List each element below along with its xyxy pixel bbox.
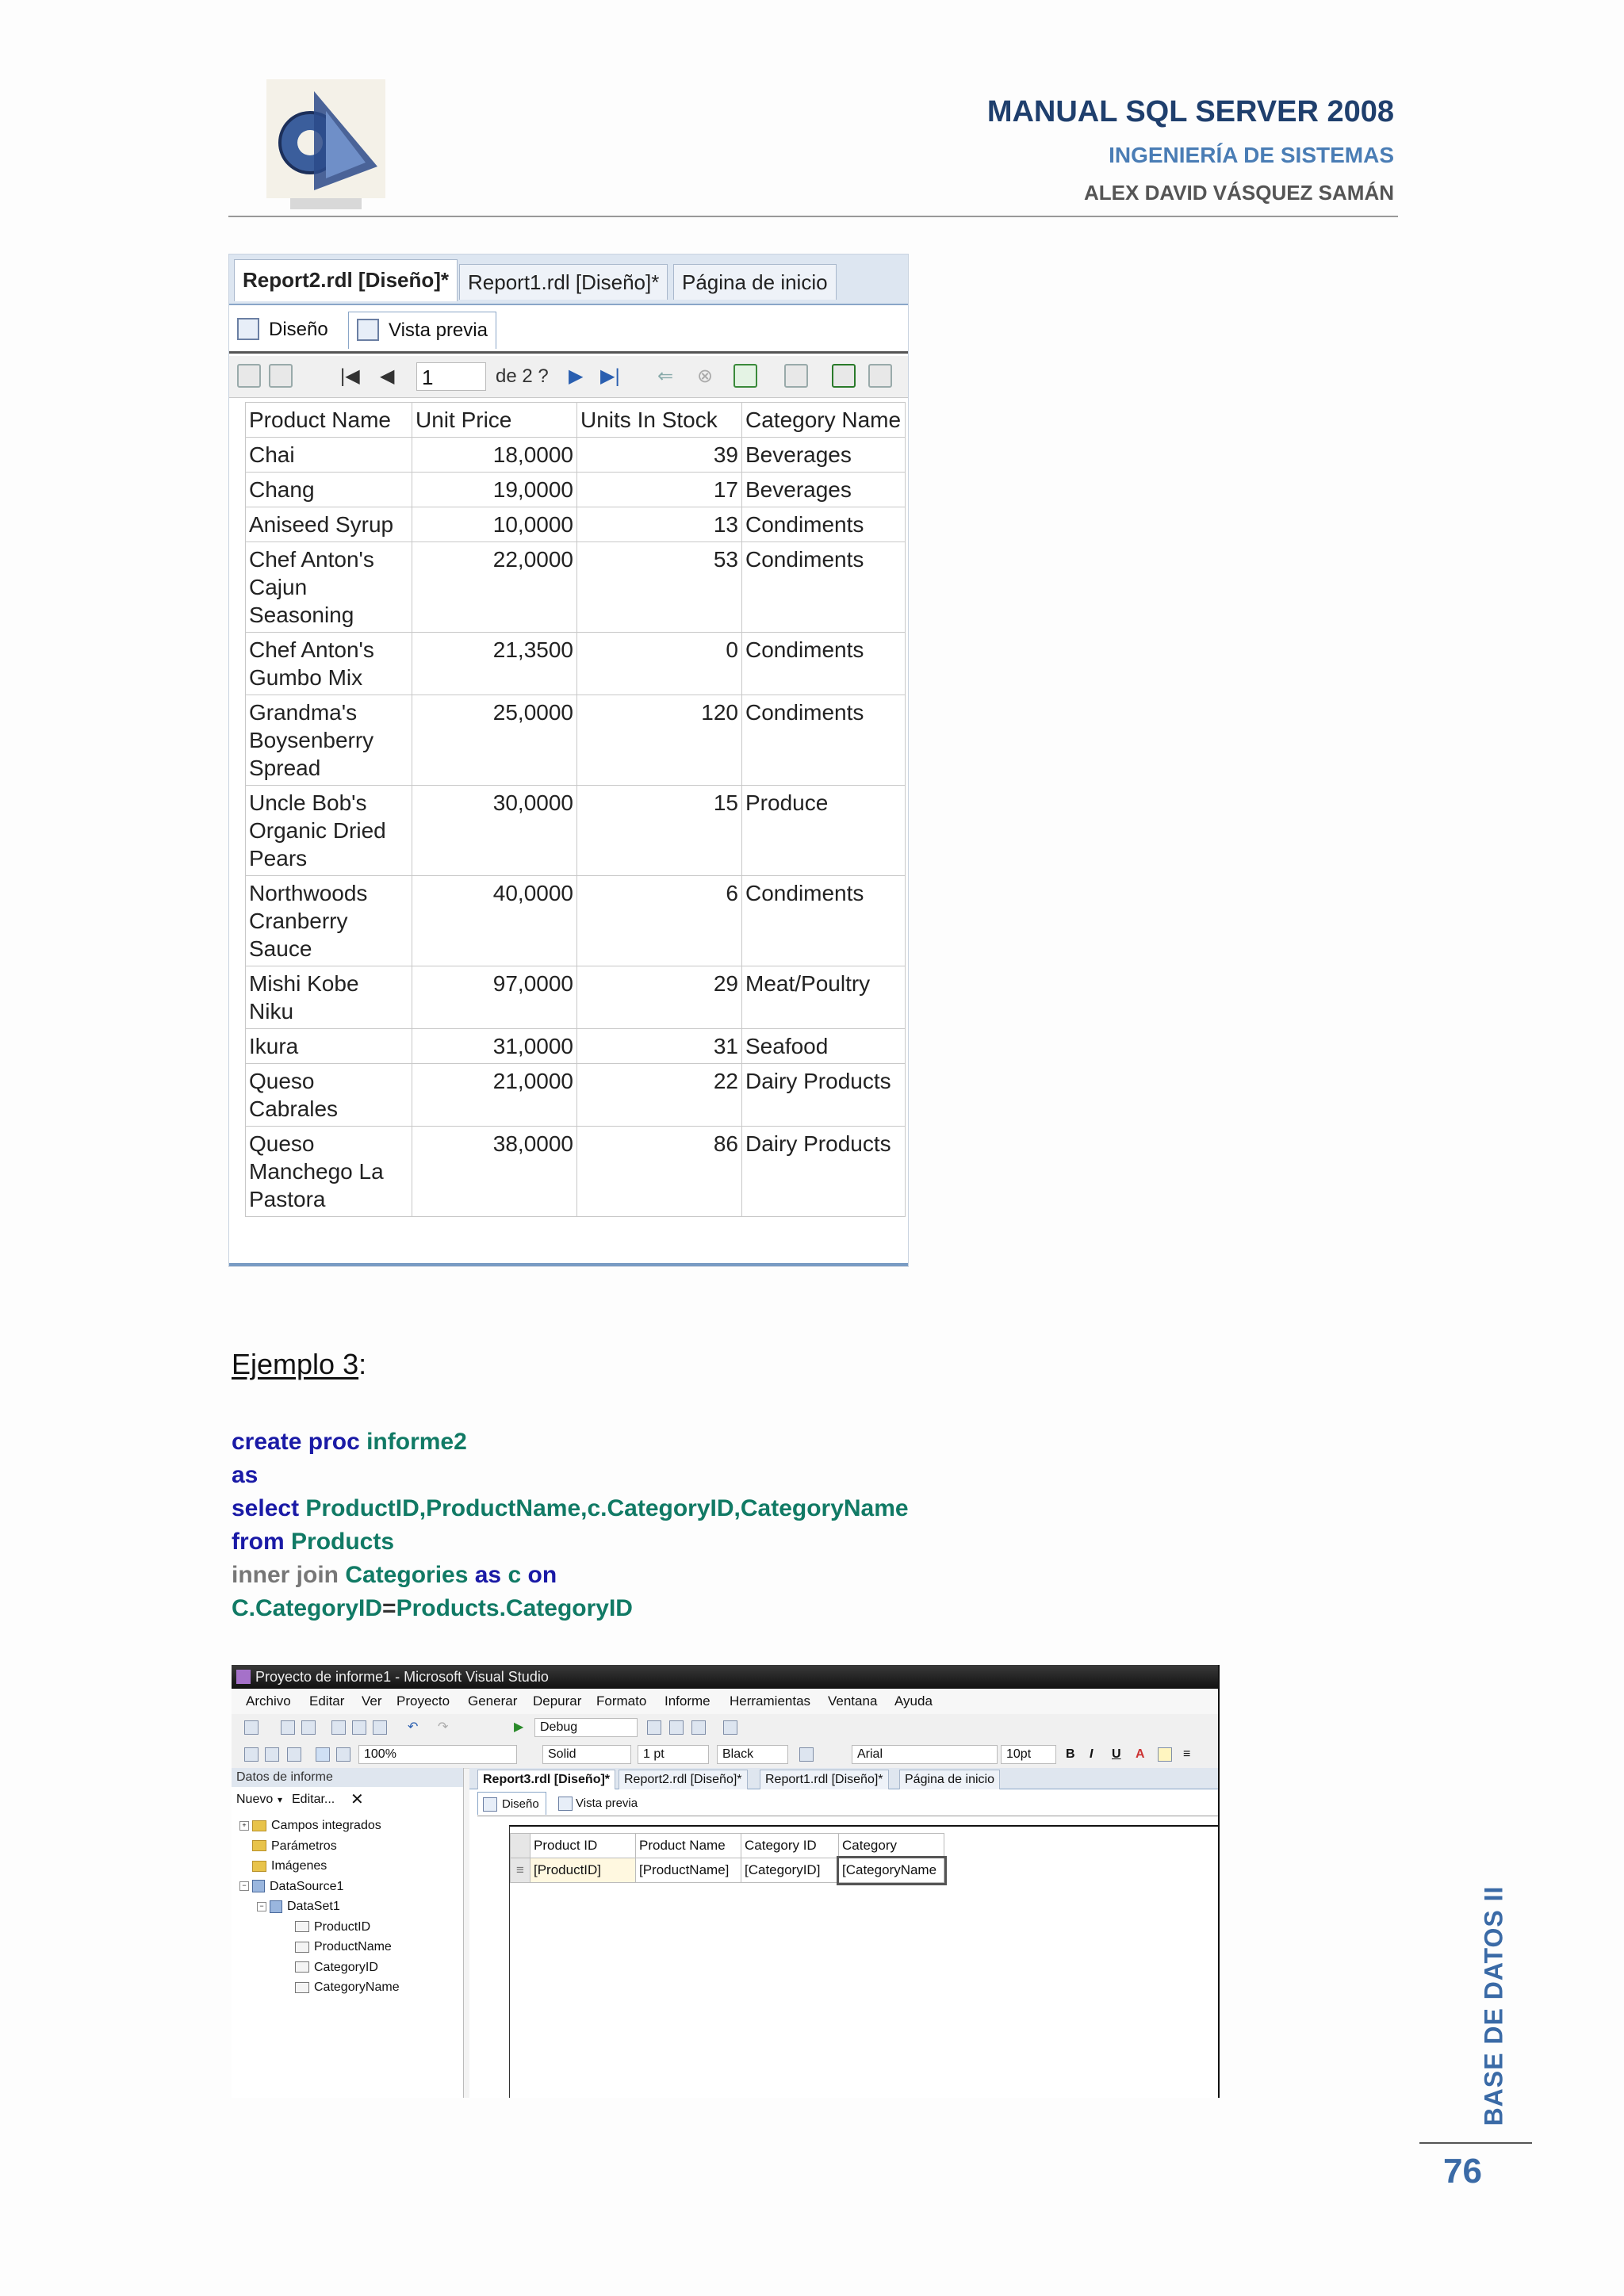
column-header: Unit Price bbox=[412, 403, 577, 438]
report-cell: 31 bbox=[577, 1029, 742, 1064]
field-icon bbox=[295, 1961, 309, 1973]
report-cell: Ikura bbox=[246, 1029, 412, 1064]
code-identifier: ProductID,ProductName,c.CategoryID,CategoryName bbox=[305, 1495, 909, 1521]
report-cell: 18,0000 bbox=[412, 438, 577, 473]
background-color-icon[interactable] bbox=[1158, 1747, 1172, 1762]
italic-icon[interactable]: I bbox=[1090, 1747, 1094, 1761]
solution-config-select[interactable]: Debug bbox=[534, 1718, 638, 1737]
field-icon bbox=[295, 1921, 309, 1932]
collapse-icon[interactable]: − bbox=[239, 1881, 249, 1891]
menu-item-ventana[interactable]: Ventana bbox=[828, 1693, 878, 1709]
tab-report3[interactable]: Report3.rdl [Diseño]* bbox=[477, 1770, 615, 1789]
page-number-input[interactable]: 1 bbox=[416, 362, 486, 391]
copy-icon[interactable] bbox=[352, 1720, 366, 1735]
menu-item-editar[interactable]: Editar bbox=[309, 1693, 345, 1709]
menu-item-archivo[interactable]: Archivo bbox=[246, 1693, 291, 1709]
report-cell: Condiments bbox=[742, 507, 906, 542]
report-cell: 40,0000 bbox=[412, 876, 577, 966]
line-style-select[interactable]: Solid bbox=[542, 1745, 631, 1764]
report-cell: 29 bbox=[577, 966, 742, 1029]
code-keyword: as bbox=[474, 1562, 502, 1588]
report-row bbox=[246, 633, 906, 695]
report-row bbox=[246, 542, 906, 633]
report-row bbox=[246, 1064, 906, 1127]
side-label bbox=[1470, 1887, 1518, 2125]
report-cell: Mishi Kobe Niku bbox=[246, 966, 412, 1029]
menu-item-formato[interactable]: Formato bbox=[596, 1693, 647, 1709]
tree-item-label: Campos integrados bbox=[271, 1819, 381, 1832]
add-item-icon[interactable] bbox=[265, 1747, 279, 1762]
report-row bbox=[246, 1029, 906, 1064]
tree-item-label: CategoryID bbox=[314, 1960, 378, 1974]
design-field-cell[interactable]: [ProductID] bbox=[530, 1858, 636, 1883]
code-line-6 bbox=[232, 1592, 633, 1625]
report-data-pane-title: Datos de informe bbox=[232, 1768, 463, 1787]
design-table[interactable] bbox=[510, 1833, 944, 1883]
report-cell: Chai bbox=[246, 438, 412, 473]
side-label-text: BASE DE DATOS II bbox=[1479, 1885, 1508, 2126]
underline-icon[interactable]: U bbox=[1112, 1747, 1121, 1761]
save-all-icon[interactable] bbox=[301, 1720, 316, 1735]
code-keyword: inner join bbox=[232, 1562, 339, 1588]
designer-view-tabs bbox=[477, 1792, 1220, 1816]
field-icon bbox=[295, 1982, 309, 1993]
code-line-3 bbox=[232, 1492, 909, 1525]
report-cell: 10,0000 bbox=[412, 507, 577, 542]
tree-item-label: Imágenes bbox=[271, 1859, 327, 1873]
tree-item-parameters[interactable] bbox=[239, 1836, 400, 1857]
author-name: ALEX DAVID VÁSQUEZ SAMÁN bbox=[1084, 181, 1394, 205]
design-field-cell[interactable]: [ProductName] bbox=[636, 1858, 741, 1883]
vs-app-icon bbox=[236, 1670, 251, 1684]
code-line-2 bbox=[232, 1459, 258, 1492]
design-header-cell[interactable]: Category ID bbox=[741, 1834, 839, 1858]
page-setup-icon[interactable] bbox=[868, 364, 892, 388]
border-icon[interactable] bbox=[799, 1747, 814, 1762]
font-color-icon[interactable]: A bbox=[1136, 1747, 1145, 1761]
paste-icon[interactable] bbox=[373, 1720, 387, 1735]
delete-icon[interactable]: ✕ bbox=[350, 1791, 364, 1808]
report-cell: 15 bbox=[577, 786, 742, 876]
report-cell: Chef Anton's Cajun Seasoning bbox=[246, 542, 412, 633]
collapse-icon[interactable]: − bbox=[257, 1902, 266, 1911]
tab-preview-label: Vista previa bbox=[389, 320, 488, 341]
tab-report2[interactable]: Report2.rdl [Diseño]* bbox=[234, 259, 458, 301]
report-cell: 86 bbox=[577, 1127, 742, 1217]
code-identifier: C.CategoryID bbox=[232, 1595, 383, 1621]
code-identifier: Products bbox=[291, 1529, 395, 1555]
tools-icon[interactable] bbox=[691, 1720, 706, 1735]
folder-icon bbox=[252, 1820, 266, 1831]
tree-item-datasource1[interactable] bbox=[239, 1877, 400, 1897]
code-keyword: from bbox=[232, 1529, 285, 1555]
report-cell: Queso Cabrales bbox=[246, 1064, 412, 1127]
tab-design-label: Diseño bbox=[269, 319, 328, 340]
bold-icon[interactable]: B bbox=[1066, 1747, 1075, 1761]
previous-page-icon[interactable]: ◀ bbox=[380, 365, 395, 387]
code-keyword: as bbox=[232, 1462, 259, 1488]
code-line-5 bbox=[232, 1559, 557, 1592]
report-cell: Meat/Poultry bbox=[742, 966, 906, 1029]
visual-studio-screenshot bbox=[232, 1665, 1220, 2098]
report-row bbox=[246, 695, 906, 786]
code-line-4 bbox=[232, 1525, 394, 1559]
report-cell: 25,0000 bbox=[412, 695, 577, 786]
page-number-divider bbox=[1419, 2142, 1532, 2144]
code-identifier: Categories bbox=[345, 1562, 469, 1588]
start-debug-icon[interactable]: ▶ bbox=[514, 1720, 524, 1734]
toolbox-icon[interactable] bbox=[723, 1720, 737, 1735]
report-cell: 22,0000 bbox=[412, 542, 577, 633]
code-identifier: Products.CategoryID bbox=[396, 1595, 633, 1621]
code-keyword: create proc bbox=[232, 1429, 360, 1455]
report-cell: Northwoods Cranberry Sauce bbox=[246, 876, 412, 966]
tree-item-field-productname[interactable] bbox=[239, 1937, 400, 1957]
tab-design[interactable] bbox=[477, 1792, 546, 1815]
report-cell: 31,0000 bbox=[412, 1029, 577, 1064]
column-header: Product Name bbox=[246, 403, 412, 438]
design-header-cell[interactable]: Product Name bbox=[636, 1834, 741, 1858]
new-menu-arrow-icon[interactable]: ▾ bbox=[278, 1794, 283, 1805]
tree-item-dataset1[interactable] bbox=[239, 1896, 400, 1917]
save-icon[interactable] bbox=[281, 1720, 295, 1735]
column-header: Category Name bbox=[742, 403, 906, 438]
tab-preview[interactable] bbox=[348, 312, 496, 349]
tab-start-page[interactable]: Página de inicio bbox=[899, 1770, 1000, 1789]
report-area bbox=[229, 402, 908, 1265]
back-icon[interactable]: ⇐ bbox=[657, 365, 674, 387]
tree-item-label: DataSet1 bbox=[287, 1900, 340, 1913]
window-title: Proyecto de informe1 - Microsoft Visual Studio bbox=[255, 1669, 549, 1685]
tab-preview-label: Vista previa bbox=[576, 1797, 638, 1810]
dataset-icon bbox=[270, 1900, 282, 1913]
row-handle-icon[interactable]: ≡ bbox=[511, 1858, 530, 1883]
report-cell: Dairy Products bbox=[742, 1127, 906, 1217]
tab-preview[interactable] bbox=[555, 1792, 638, 1816]
parameters-icon[interactable] bbox=[269, 364, 293, 388]
tree-item-builtin-fields[interactable] bbox=[239, 1816, 400, 1836]
code-identifier: informe2 bbox=[366, 1429, 467, 1455]
header-divider bbox=[228, 216, 1398, 217]
report-cell: 97,0000 bbox=[412, 966, 577, 1029]
preview-icon bbox=[558, 1797, 573, 1811]
document-tab-bar bbox=[229, 254, 908, 305]
menu-item-depurar[interactable]: Depurar bbox=[533, 1693, 582, 1709]
report-cell: Aniseed Syrup bbox=[246, 507, 412, 542]
menu-item-proyecto[interactable]: Proyecto bbox=[396, 1693, 450, 1709]
zoom-select[interactable]: 100% bbox=[358, 1745, 517, 1764]
design-header-cell[interactable]: Product ID bbox=[530, 1834, 636, 1858]
manual-subtitle: INGENIERÍA DE SISTEMAS bbox=[1109, 143, 1394, 167]
report-row bbox=[246, 473, 906, 507]
window-titlebar bbox=[232, 1665, 1218, 1689]
report-properties-icon[interactable] bbox=[287, 1747, 301, 1762]
design-icon bbox=[237, 318, 259, 340]
preview-icon bbox=[357, 319, 379, 341]
first-page-icon[interactable]: |◀ bbox=[340, 365, 360, 387]
report-cell: Beverages bbox=[742, 473, 906, 507]
report-cell: 19,0000 bbox=[412, 473, 577, 507]
tree-item-field-productid[interactable] bbox=[239, 1917, 400, 1938]
print-layout-icon[interactable] bbox=[832, 364, 856, 388]
new-project-icon[interactable] bbox=[244, 1720, 259, 1735]
tree-item-field-categoryid[interactable] bbox=[239, 1957, 400, 1978]
report-cell: 21,3500 bbox=[412, 633, 577, 695]
report-cell: 120 bbox=[577, 695, 742, 786]
report-row bbox=[246, 876, 906, 966]
report-row bbox=[246, 507, 906, 542]
example-title: Ejemplo 3 bbox=[232, 1348, 359, 1380]
example-heading: Ejemplo 3: bbox=[232, 1348, 367, 1380]
report-header-row bbox=[246, 403, 906, 438]
align-icon[interactable]: ≡ bbox=[1183, 1747, 1191, 1761]
tree-item-images[interactable] bbox=[239, 1856, 400, 1877]
design-icon bbox=[483, 1797, 497, 1812]
report-cell: 13 bbox=[577, 507, 742, 542]
folder-icon bbox=[252, 1840, 266, 1851]
report-table bbox=[245, 402, 906, 1217]
undo-icon[interactable]: ↶ bbox=[408, 1720, 419, 1734]
edit-button[interactable]: Editar... bbox=[292, 1793, 335, 1806]
report-design-surface[interactable] bbox=[509, 1825, 1219, 2098]
folder-icon bbox=[252, 1861, 266, 1872]
next-page-icon[interactable]: ▶ bbox=[569, 365, 584, 387]
tree-item-field-categoryname[interactable] bbox=[239, 1977, 400, 1998]
menu-item-informe[interactable]: Informe bbox=[665, 1693, 710, 1709]
tab-design-label: Diseño bbox=[502, 1797, 539, 1811]
report-row bbox=[246, 1127, 906, 1217]
code-keyword: select bbox=[232, 1495, 300, 1521]
menu-item-generar[interactable]: Generar bbox=[468, 1693, 518, 1709]
preview-toolbar bbox=[229, 356, 908, 398]
report-cell: Condiments bbox=[742, 542, 906, 633]
code-identifier: c bbox=[508, 1562, 522, 1588]
page-number: 76 bbox=[1443, 2152, 1482, 2191]
manual-title: MANUAL SQL SERVER 2008 bbox=[986, 95, 1394, 128]
new-item-icon[interactable] bbox=[244, 1747, 259, 1762]
cut-icon[interactable] bbox=[331, 1720, 346, 1735]
expand-icon[interactable]: + bbox=[239, 1821, 249, 1831]
preview-bottom-border bbox=[229, 1263, 908, 1266]
column-header: Units In Stock bbox=[577, 403, 742, 438]
report-cell: Chang bbox=[246, 473, 412, 507]
report-designer-pane bbox=[469, 1768, 1218, 2098]
report-row bbox=[246, 438, 906, 473]
page-count-label: de 2 ? bbox=[496, 365, 549, 387]
report-cell: Queso Manchego La Pastora bbox=[246, 1127, 412, 1217]
properties-icon[interactable] bbox=[669, 1720, 684, 1735]
menu-item-ayuda[interactable]: Ayuda bbox=[894, 1693, 933, 1709]
report-cell: Dairy Products bbox=[742, 1064, 906, 1127]
field-icon bbox=[295, 1942, 309, 1953]
report-cell: 0 bbox=[577, 633, 742, 695]
report-cell: Condiments bbox=[742, 633, 906, 695]
report-cell: Condiments bbox=[742, 695, 906, 786]
view-tab-bar bbox=[229, 307, 908, 354]
code-line-1 bbox=[232, 1425, 467, 1459]
new-menu[interactable]: Nuevo bbox=[236, 1793, 274, 1806]
tab-report2[interactable]: Report2.rdl [Diseño]* bbox=[619, 1770, 748, 1789]
report-cell: 22 bbox=[577, 1064, 742, 1127]
report-cell: 17 bbox=[577, 473, 742, 507]
refresh-icon[interactable] bbox=[733, 364, 757, 388]
report-cell: Uncle Bob's Organic Dried Pears bbox=[246, 786, 412, 876]
report-cell: Seafood bbox=[742, 1029, 906, 1064]
font-select[interactable]: Arial bbox=[852, 1745, 998, 1764]
code-operator: = bbox=[382, 1595, 396, 1621]
redo-icon[interactable]: ↷ bbox=[438, 1720, 449, 1734]
report-data-pane bbox=[232, 1768, 464, 2098]
standard-toolbar bbox=[232, 1714, 1218, 1742]
color-select[interactable]: Black bbox=[717, 1745, 788, 1764]
tab-start-page[interactable]: Página de inicio bbox=[673, 264, 837, 300]
designer-tab-bar bbox=[469, 1768, 1218, 1789]
font-size-select[interactable]: 10pt bbox=[1001, 1745, 1056, 1764]
grouping-icon[interactable] bbox=[316, 1747, 330, 1762]
report-cell: Chef Anton's Gumbo Mix bbox=[246, 633, 412, 695]
tree-item-label: ProductName bbox=[314, 1940, 392, 1954]
tab-design[interactable] bbox=[229, 312, 336, 348]
report-row bbox=[246, 966, 906, 1029]
report-cell: 38,0000 bbox=[412, 1127, 577, 1217]
report-cell: Beverages bbox=[742, 438, 906, 473]
report-cell: 39 bbox=[577, 438, 742, 473]
find-icon[interactable] bbox=[647, 1720, 661, 1735]
row-handle[interactable] bbox=[511, 1834, 530, 1858]
document-map-icon[interactable] bbox=[237, 364, 261, 388]
report-cell: Produce bbox=[742, 786, 906, 876]
report-preview-screenshot bbox=[228, 254, 909, 1267]
print-icon[interactable] bbox=[784, 364, 808, 388]
report-row bbox=[246, 786, 906, 876]
report-cell: Condiments bbox=[742, 876, 906, 966]
tree-item-label: Parámetros bbox=[271, 1839, 337, 1853]
design-detail-row bbox=[511, 1858, 944, 1883]
code-keyword: on bbox=[527, 1562, 557, 1588]
line-width-select[interactable]: 1 pt bbox=[638, 1745, 709, 1764]
report-cell: 21,0000 bbox=[412, 1064, 577, 1127]
report-data-tree bbox=[239, 1816, 400, 1998]
tree-item-label: ProductID bbox=[314, 1919, 371, 1934]
tab-report1[interactable]: Report1.rdl [Diseño]* bbox=[760, 1770, 889, 1789]
report-cell: 53 bbox=[577, 542, 742, 633]
university-logo bbox=[266, 79, 385, 218]
report-cell: 30,0000 bbox=[412, 786, 577, 876]
menu-item-ver[interactable]: Ver bbox=[362, 1693, 382, 1709]
stop-icon[interactable]: ⊗ bbox=[697, 365, 714, 387]
ruler-icon[interactable] bbox=[336, 1747, 350, 1762]
report-cell: Grandma's Boysenberry Spread bbox=[246, 695, 412, 786]
report-data-toolbar bbox=[232, 1789, 463, 1811]
tree-item-label: CategoryName bbox=[314, 1980, 400, 1994]
design-field-cell[interactable]: [CategoryID] bbox=[741, 1858, 839, 1883]
design-field-cell-selected[interactable]: [CategoryName bbox=[839, 1858, 944, 1883]
report-cell: 6 bbox=[577, 876, 742, 966]
datasource-icon bbox=[252, 1880, 265, 1892]
design-header-cell[interactable]: Category bbox=[839, 1834, 944, 1858]
tab-report1[interactable]: Report1.rdl [Diseño]* bbox=[459, 264, 668, 300]
last-page-icon[interactable]: ▶| bbox=[600, 365, 620, 387]
tree-item-label: DataSource1 bbox=[270, 1879, 344, 1893]
menu-bar bbox=[232, 1689, 1218, 1714]
formatting-toolbar bbox=[232, 1741, 1218, 1769]
design-header-row bbox=[511, 1834, 944, 1858]
menu-item-herramientas[interactable]: Herramientas bbox=[730, 1693, 811, 1709]
